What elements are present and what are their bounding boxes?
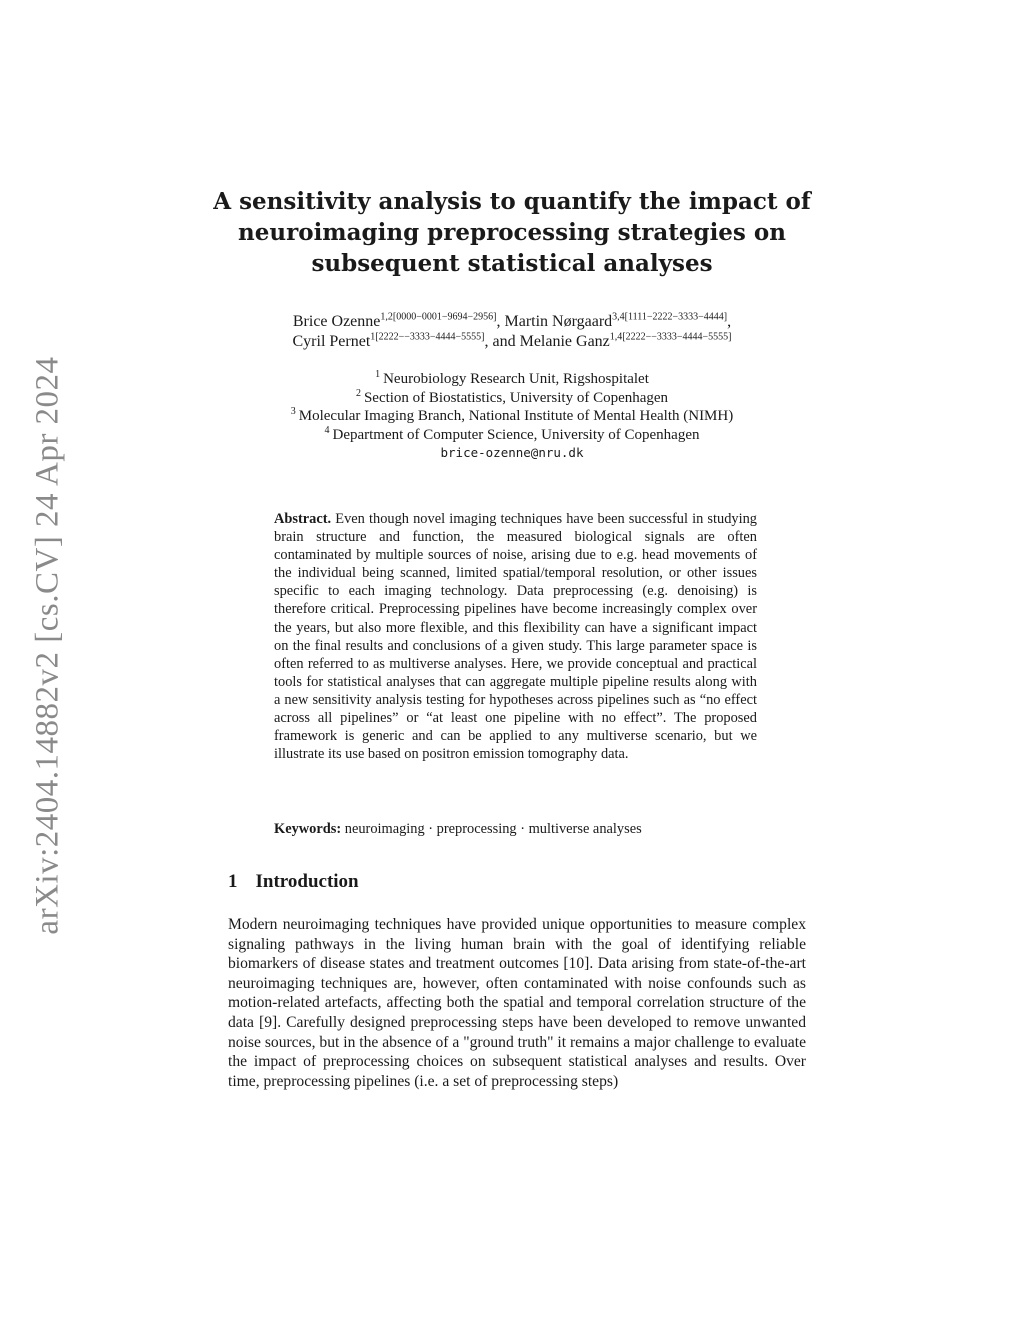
contact-email[interactable]: brice-ozenne@nru.dk [440, 445, 584, 460]
affiliation: $^2$ Section of Biostatistics, University of Copenhagen [355, 387, 669, 406]
arxiv-sidebar [26, 350, 70, 940]
abstract-label: Abstract. [274, 511, 332, 527]
introduction-paragraph: Modern neuroimaging techniques have provided unique opportunities to measure complex signaling pathways in the living human brain with the goal of identifying reliable biomarkers of disease states and treatment outcomes [10]. Data arising from state-of-the-art neuroimaging techniques are, however, often contaminated with noise confounds such as motion-related artefacts, affecting both the spatial and temporal correlation structure of the data [9]. Carefully designed preprocessing steps have been developed to remove unwanted noise sources, but in the absence of a "ground truth" it remains a major challenge to evaluate the impact of preprocessing choices on subsequent statistical analyses and results. Over time, preprocessing pipelines (i.e. a set of preprocessing steps) [228, 916, 806, 1090]
author: Cyril Pernet$^{1[2222--3333-4444-5555]}$, and [292, 331, 520, 350]
author-list [180, 312, 844, 352]
keywords [274, 820, 757, 838]
affiliation: $^1$ Neurobiology Research Unit, Rigshospitalet [375, 369, 649, 387]
affiliation: $^4$ Department of Computer Science, University of Copenhagen [324, 424, 700, 443]
author: Brice Ozenne$^{1,2[0000-0001-9694-2956]}$, [292, 311, 505, 330]
author: Melanie Ganz$^{1,4[2222--3333-4444-5555]}$ [519, 331, 732, 350]
paper-title: A sensitivity analysis to quantify the impact of neuroimaging preprocessing strategies on subsequent statistical analyses [213, 188, 811, 277]
keywords-label: Keywords: [274, 821, 342, 837]
section-heading [228, 871, 359, 893]
affiliation: $^3$ Molecular Imaging Branch, National Institute of Mental Health (NIMH) [290, 406, 734, 424]
author: Martin Nørgaard$^{3,4[1111-2222-3333-4444]}$, [504, 311, 732, 330]
affiliation-list [180, 370, 844, 463]
keywords-text: neuroimaging · preprocessing · multiverse analyses [344, 821, 642, 837]
arxiv-identifier: arXiv:2404.14882v2 [cs.CV] 24 Apr 2024 [29, 355, 66, 935]
section-title: Introduction [255, 871, 359, 892]
abstract [274, 510, 757, 763]
abstract-text: Even though novel imaging techniques have been successful in studying brain structure and function, the measured biological signals are often contaminated by multiple sources of noise, arising due to e.g. head movements of the individual being scanned, limited spatial/temporal resolution, or other issues specific to each imaging technology. Data preprocessing (e.g. denoising) is therefore critical. Preprocessing pipelines have become increasingly complex over the years, but also more flexible, and this flexibility can have a significant impact on the final results and conclusions of a given study. This large parameter space is often referred to as multiverse analyses. Here, we provide conceptual and practical tools for statistical analyses that can aggregate multiple pipeline results along with a new sensitivity analysis testing for hypotheses across pipelines such as “no effect across all pipelines” or “at least one pipeline with no effect”. The proposed framework is generic and can be applied to any multiverse scenario, but we illustrate its use based on positron emission tomography data. [274, 511, 757, 763]
section-number: 1 [228, 871, 238, 892]
